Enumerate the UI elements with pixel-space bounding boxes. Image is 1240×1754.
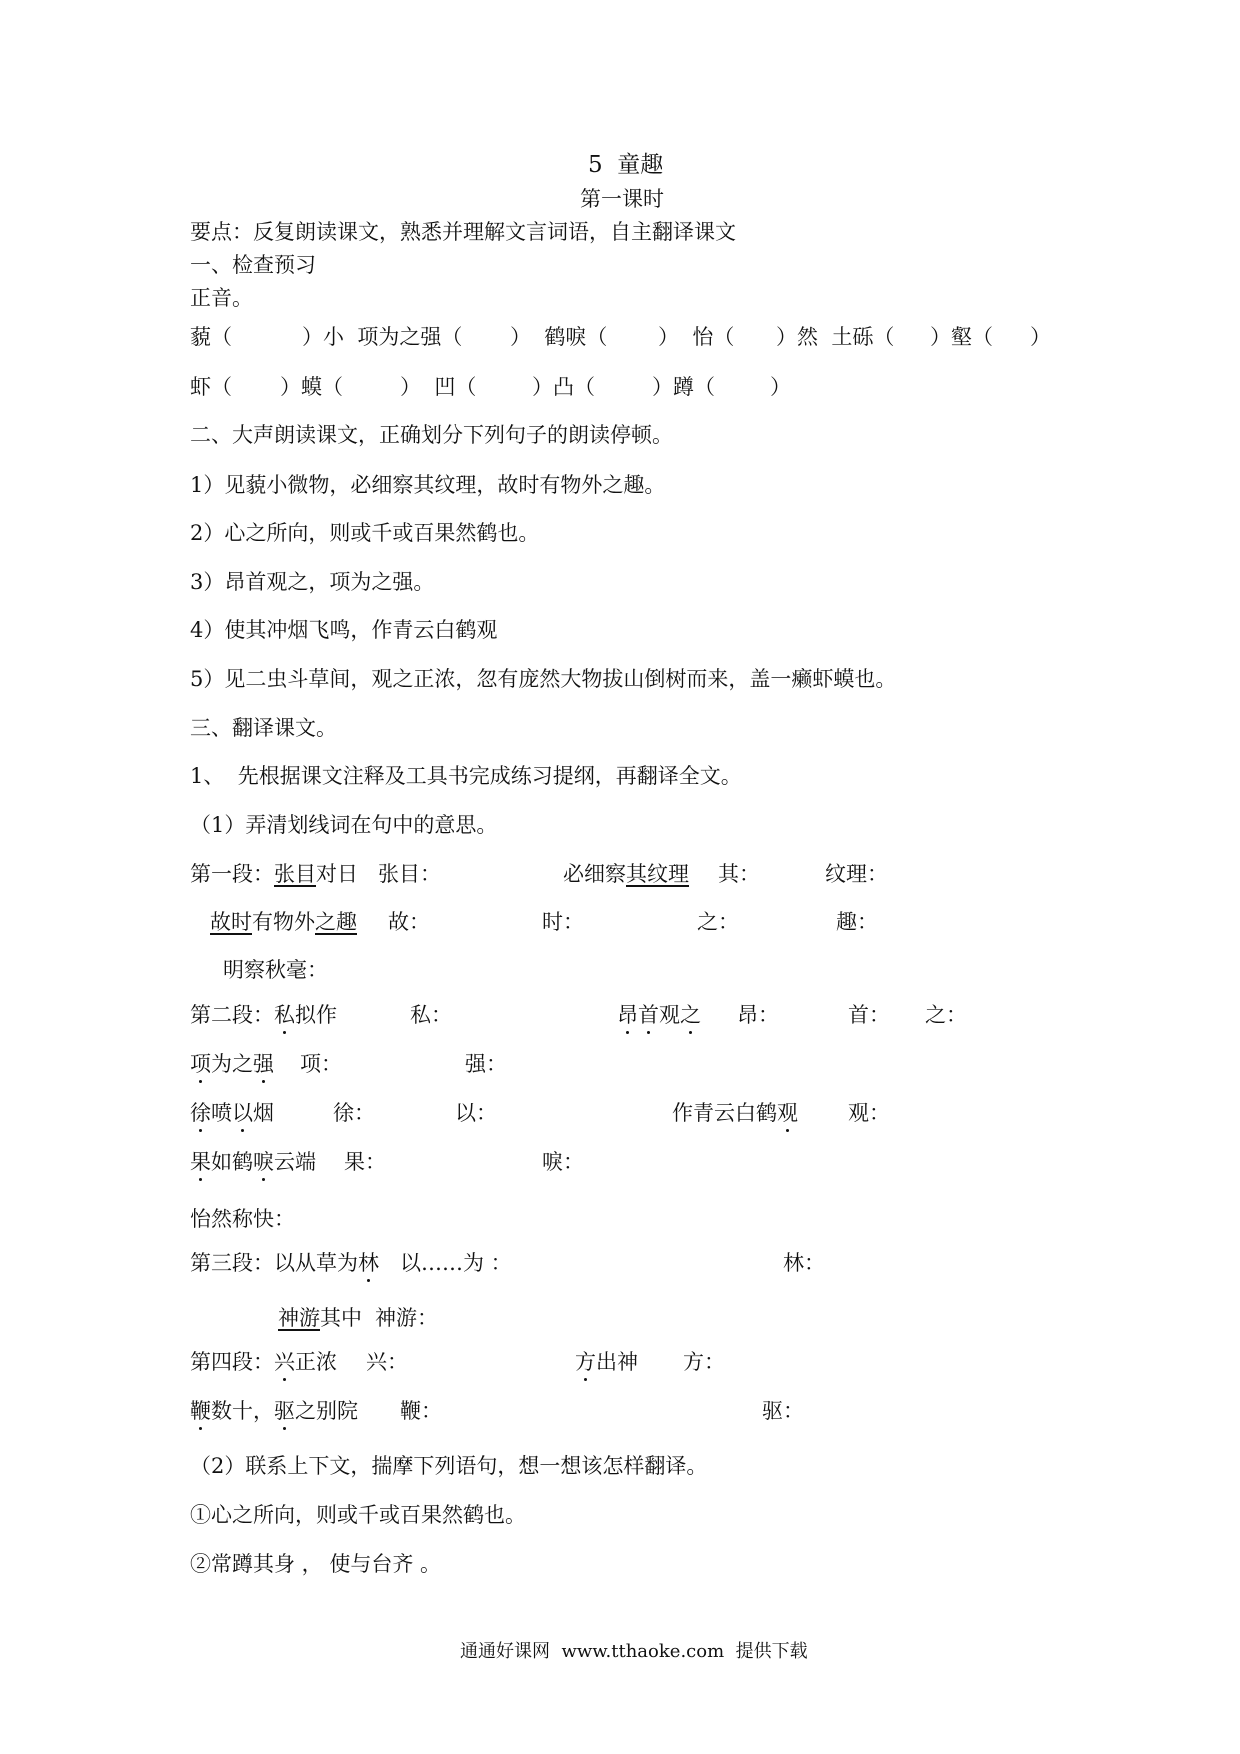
phrase: 必细察其纹理 xyxy=(563,862,689,886)
answer-label: 项： xyxy=(300,1052,342,1076)
dotted-char: 方 xyxy=(575,1350,596,1374)
section2-heading: 二、大声朗读课文，正确划分下列句子的朗读停顿。 xyxy=(190,423,673,447)
answer-label: 驱： xyxy=(762,1399,804,1423)
pinyin-item: ） xyxy=(1030,325,1051,349)
paragraph2-line: 第二段：私拟作 xyxy=(190,1003,337,1027)
dotted-char: 林 xyxy=(358,1251,379,1275)
dotted-char: 项 xyxy=(190,1052,211,1076)
underlined-word: 其纹理 xyxy=(626,862,689,886)
pinyin-item: 虾（ xyxy=(190,375,232,399)
dotted-char: 首 xyxy=(638,1003,659,1027)
page-subtitle: 第一课时 xyxy=(580,187,664,211)
section3-heading: 三、翻译课文。 xyxy=(190,716,337,740)
key-points: 要点：反复朗读课文，熟悉并理解文言词语，自主翻译课文 xyxy=(190,220,736,244)
answer-label: 首： xyxy=(848,1003,890,1027)
phrase: 故时有物外之趣 xyxy=(210,910,357,934)
answer-label: 之： xyxy=(697,910,739,934)
dotted-char: 鞭 xyxy=(190,1399,211,1423)
dotted-char: 驱 xyxy=(274,1399,295,1423)
underlined-word: 张目 xyxy=(274,862,316,886)
dotted-char: 唳 xyxy=(253,1150,274,1174)
answer-label: 故： xyxy=(388,910,430,934)
answer-label: 张目： xyxy=(378,862,441,886)
pinyin-item: ）小 项为之强（ xyxy=(302,325,463,349)
pinyin-item: 藐（ xyxy=(190,325,232,349)
phrase: 方出神 xyxy=(575,1350,638,1374)
pinyin-item: ）壑（ xyxy=(930,325,993,349)
answer-label: 怡然称快： xyxy=(190,1207,295,1231)
phrase: 徐喷以烟 xyxy=(190,1101,274,1125)
dotted-char: 徐 xyxy=(190,1101,211,1125)
sentence-item: 5）见二虫斗草间，观之正浓，忽有庞然大物拔山倒树而来，盖一癞虾蟆也。 xyxy=(190,667,897,691)
pinyin-item: ） 怡（ xyxy=(658,325,735,349)
dotted-char: 昂 xyxy=(617,1003,638,1027)
answer-label: 明察秋毫： xyxy=(223,958,328,982)
phrase: 昂首观之 xyxy=(617,1003,701,1027)
answer-label: 兴： xyxy=(366,1350,408,1374)
answer-label: 强： xyxy=(465,1052,507,1076)
phrase: 项为之强 xyxy=(190,1052,274,1076)
dotted-char: 私 xyxy=(274,1003,295,1027)
pinyin-item: ） 凹（ xyxy=(400,375,477,399)
dotted-char: 以 xyxy=(232,1101,253,1125)
answer-label: 唳： xyxy=(542,1150,584,1174)
section1-sub: 正音。 xyxy=(190,286,253,310)
underlined-word: 故时 xyxy=(210,910,252,934)
pinyin-item: ）蹲（ xyxy=(652,375,715,399)
dotted-char: 之 xyxy=(680,1003,701,1027)
answer-label: 林： xyxy=(783,1251,825,1275)
answer-label: 观： xyxy=(848,1101,890,1125)
answer-label: 昂： xyxy=(737,1003,779,1027)
answer-label: 其： xyxy=(718,862,760,886)
pinyin-item: ）然 土砾（ xyxy=(776,325,895,349)
sentence-item: 4）使其冲烟飞鸣，作青云白鹤观 xyxy=(190,618,498,642)
answer-label: 徐： xyxy=(333,1101,375,1125)
answer-label: 时： xyxy=(542,910,584,934)
question-item: ①心之所向，则或千或百果然鹤也。 xyxy=(190,1503,526,1527)
phrase: 作青云白鹤观 xyxy=(672,1101,798,1125)
sentence-item: 3）昂首观之，项为之强。 xyxy=(190,570,435,594)
page-title: 5 童趣 xyxy=(588,152,664,178)
section3-item1: 1、 先根据课文注释及工具书完成练习提纲，再翻译全文。 xyxy=(190,764,742,788)
pinyin-item: ）凸（ xyxy=(532,375,595,399)
pinyin-item: ） xyxy=(770,375,791,399)
pinyin-item: ） 鹤唳（ xyxy=(510,325,608,349)
phrase: 果如鹤唳云端 xyxy=(190,1150,316,1174)
paragraph4-line: 第四段：兴正浓 xyxy=(190,1350,337,1374)
footer-text: 通通好课网 www.tthaoke.com 提供下载 xyxy=(460,1641,808,1662)
answer-label: 以……为 ： xyxy=(400,1251,512,1275)
answer-label: 私： xyxy=(410,1003,452,1027)
paragraph3-line: 第三段：以从草为林 xyxy=(190,1251,379,1275)
paragraph1-line: 第一段：张目对日 xyxy=(190,862,358,886)
dotted-char: 果 xyxy=(190,1150,211,1174)
dotted-char: 观 xyxy=(777,1101,798,1125)
dotted-char: 兴 xyxy=(274,1350,295,1374)
phrase: 鞭数十，驱之别院 xyxy=(190,1399,358,1423)
sentence-item: 2）心之所向，则或千或百果然鹤也。 xyxy=(190,521,540,545)
answer-label: 纹理： xyxy=(825,862,888,886)
pinyin-item: ）蟆（ xyxy=(280,375,343,399)
underlined-word: 之趣 xyxy=(315,910,357,934)
section1-heading: 一、检查预习 xyxy=(190,253,316,277)
answer-label: 神游： xyxy=(375,1306,438,1330)
answer-label: 鞭： xyxy=(400,1399,442,1423)
section3-sub2: （2）联系上下文，揣摩下列语句，想一想该怎样翻译。 xyxy=(190,1454,708,1478)
section3-sub1: （1）弄清划线词在句中的意思。 xyxy=(190,813,498,837)
dotted-char: 强 xyxy=(253,1052,274,1076)
answer-label: 趣： xyxy=(836,910,878,934)
answer-label: 方： xyxy=(683,1350,725,1374)
answer-label: 果： xyxy=(344,1150,386,1174)
question-item: ②常蹲其身 ， 使与台齐 。 xyxy=(190,1552,442,1576)
answer-label: 以： xyxy=(455,1101,497,1125)
sentence-item: 1）见藐小微物，必细察其纹理，故时有物外之趣。 xyxy=(190,473,666,497)
answer-label: 之： xyxy=(925,1003,967,1027)
underlined-word: 神游 xyxy=(278,1306,320,1330)
phrase: 神游其中 xyxy=(278,1306,362,1330)
